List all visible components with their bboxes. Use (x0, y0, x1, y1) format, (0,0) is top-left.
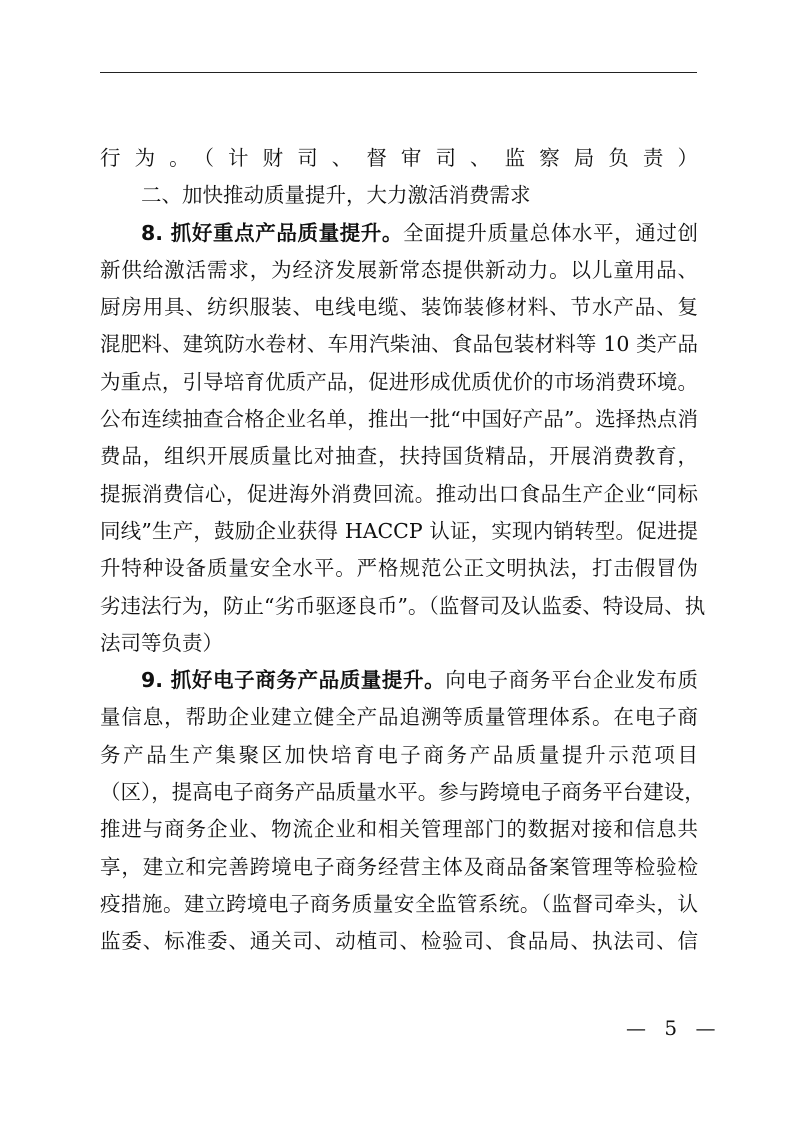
line-text: 公布连续抽查合格企业名单，推出一批“中国好产品”。选择热点消 (100, 407, 698, 432)
text-line (100, 886, 698, 923)
line-text: 混肥料、建筑防水卷材、车用汽柴油、食品包装材料等 10 类产品 (100, 332, 698, 357)
text-line (100, 401, 698, 438)
text-line (100, 737, 698, 774)
line-text: 劣违法行为，防止“劣币驱逐良币”。（监督司及认监委、特设局、执 (100, 593, 706, 618)
document-body (100, 140, 706, 961)
line-text: 行为。（计财司、督审司、监察局负责） (100, 146, 698, 170)
line-text: 厨房用具、纺织服装、电线电缆、装饰装修材料、节水产品、复 (100, 295, 698, 320)
section-heading: 8. 抓好重点产品质量提升。 (141, 220, 404, 245)
text-line (100, 550, 698, 587)
text-line (100, 811, 698, 848)
line-text: 疫措施。建立跨境电子商务质量安全监管系统。（监督司牵头，认 (100, 891, 698, 916)
text-line (100, 364, 698, 401)
line-text: 同线”生产，鼓励企业获得 HACCP 认证，实现内销转型。促进提 (100, 518, 698, 543)
line-text: 监委、标准委、通关司、动植司、检验司、食品局、执法司、信 (100, 929, 698, 954)
line-text: 量信息，帮助企业建立健全产品追溯等质量管理体系。在电子商 (100, 705, 698, 730)
line-text: 二、加快推动质量提升，大力激活消费需求 (141, 183, 531, 208)
text-line (100, 177, 698, 214)
section-heading: 9. 抓好电子商务产品质量提升。 (141, 668, 446, 693)
text-line (100, 140, 698, 177)
text-line (100, 289, 698, 326)
text-line (100, 513, 698, 550)
text-line (100, 588, 706, 625)
text-line (100, 625, 698, 662)
text-line (100, 438, 698, 475)
text-line (100, 923, 698, 960)
line-text: 务产品生产集聚区加快培育电子商务产品质量提升示范项目 (100, 742, 698, 767)
text-line (100, 215, 698, 252)
text-line (100, 774, 705, 811)
line-text: 费品，组织开展质量比对抽查，扶持国货精品，开展消费教育， (100, 444, 698, 469)
line-text: 提振消费信心，促进海外消费回流。推动出口食品生产企业“同标 (100, 481, 698, 506)
line-text: 向电子商务平台企业发布质 (445, 668, 698, 693)
text-line (100, 849, 698, 886)
line-text: 为重点，引导培育优质产品，促进形成优质优价的市场消费环境。 (100, 369, 698, 394)
text-line (100, 326, 698, 363)
line-text: 享，建立和完善跨境电子商务经营主体及商品备案管理等检验检 (100, 854, 698, 879)
line-text: 全面提升质量总体水平，通过创 (403, 220, 698, 245)
text-line (100, 252, 698, 289)
line-text: 升特种设备质量安全水平。严格规范公正文明执法，打击假冒伪 (100, 556, 698, 581)
page-number: — 5 — (626, 1016, 722, 1040)
text-line (100, 699, 698, 736)
line-text: 新供给激活需求，为经济发展新常态提供新动力。以儿童用品、 (100, 257, 698, 282)
header-rule (100, 72, 697, 73)
text-line (100, 476, 698, 513)
line-text: 推进与商务企业、物流企业和相关管理部门的数据对接和信息共 (100, 817, 698, 842)
line-text: （区），提高电子商务产品质量水平。参与跨境电子商务平台建设， (100, 780, 705, 805)
text-line (100, 662, 698, 699)
line-text: 法司等负责） (100, 630, 223, 655)
